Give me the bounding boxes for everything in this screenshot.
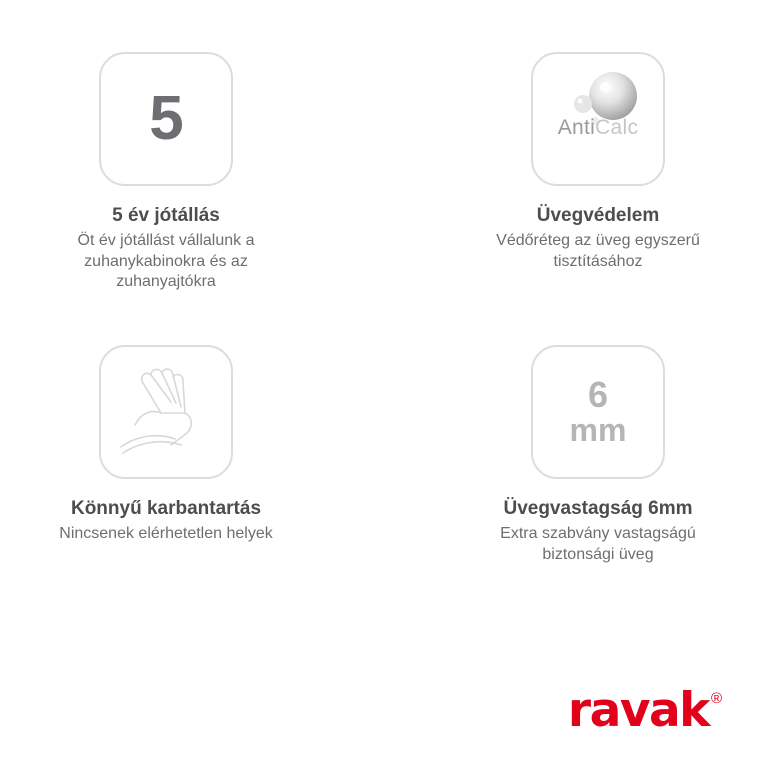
anticalc-label-calc: Calc [595,116,639,139]
anticalc-label-anti: Anti [557,116,596,139]
feature-warranty [0,52,384,293]
feature-warranty-description: Öt év jótállást vállalunk a zuhanykabinokra és az zuhanyajtókra [77,231,255,291]
feature-easy-maintenance [0,345,384,565]
feature-glass-thickness [384,345,768,565]
thickness-unit: mm [569,412,627,449]
feature-glass-protection [384,52,768,293]
hand-wiping-icon [99,345,233,479]
feature-easy-maintenance-title: Könnyű karbantartás [70,498,262,520]
anticalc-label [533,116,663,140]
ravak-logo [567,683,722,738]
number-5-icon [99,52,233,186]
feature-glass-thickness-description: Extra szabvány vastagságú biztonsági üveg [500,524,696,563]
registered-trademark-icon: ® [710,690,722,707]
thickness-number: 6 [587,374,609,416]
feature-glass-protection-description: Védőréteg az üveg egyszerű tisztításához [496,231,700,270]
anticalc-droplet-icon [531,52,665,186]
feature-warranty-title: 5 év jótállás [112,205,220,226]
anticalc-graphic [533,54,663,184]
thickness-value [570,376,627,447]
warranty-years-number: 5 [149,84,183,153]
ravak-logo-text: ravak [567,683,709,738]
feature-glass-thickness-title: Üvegvastagság 6mm [503,498,693,520]
feature-easy-maintenance-description: Nincsenek elérhetetlen helyek [59,524,273,542]
feature-grid [0,52,768,565]
glass-thickness-icon [531,345,665,479]
feature-glass-protection-title: Üvegvédelem [536,205,660,226]
hand-outline-icon [101,347,231,477]
